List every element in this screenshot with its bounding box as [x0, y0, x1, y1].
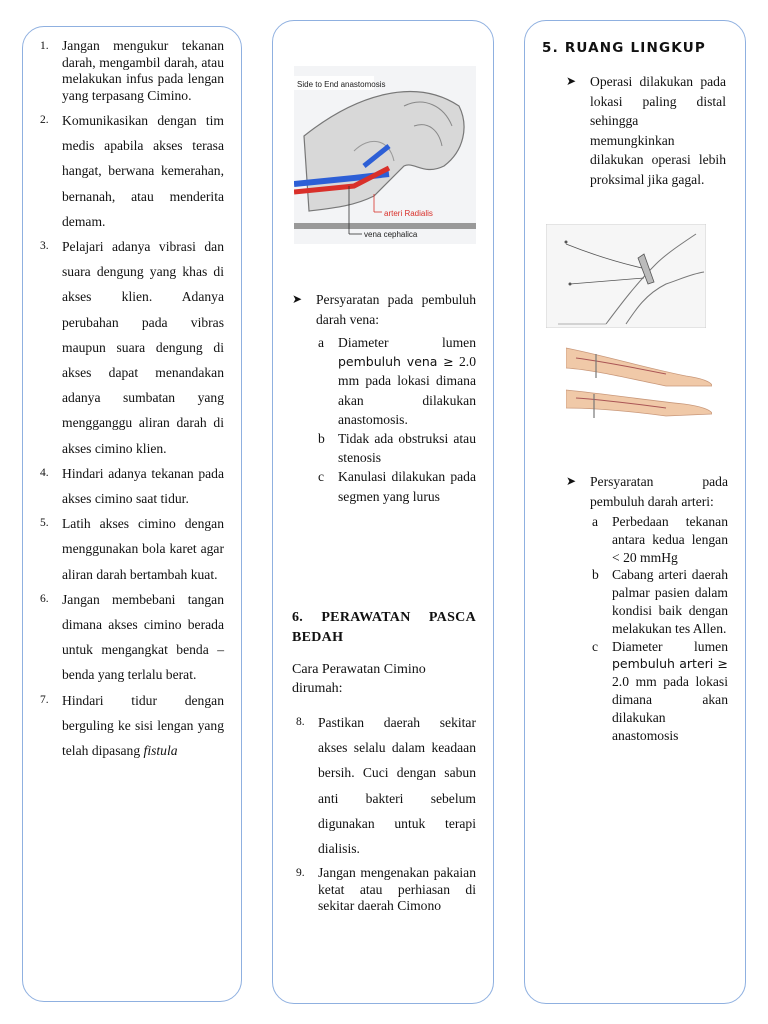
- list-item: 7. Hindari tidur dengan berguling ke sisi lengan yang telah dipasang fistula: [40, 692, 224, 759]
- section-6-heading: 6. PERAWATAN PASCA BEDAH: [292, 610, 476, 645]
- list-item: 9. Jangan mengenakan pakaian ketat atau perhiasan di sekitar daerah Cimono: [296, 865, 476, 914]
- list-item: 6. Jangan membebani tangan dimana akses cimino berada untuk mengangkat benda – benda yang terlalu berat.: [40, 591, 224, 683]
- artery-requirements-title: ➤ Persyaratan pada pembuluh darah arteri:: [566, 474, 728, 509]
- list-item: c Diameter lumen pembuluh arteri ≥ 2.0 mm pada lokasi dimana akan dilakukan anastomosis: [592, 638, 728, 743]
- anastomosis-illustration: [294, 66, 476, 244]
- figure-label-vein: vena cephalica: [364, 230, 418, 239]
- list-item: b Cabang arteri daerah palmar pasien dalam kondisi baik dengan melakukan tes Allen.: [592, 567, 728, 636]
- artery-requirements: [566, 472, 728, 744]
- list-item: 1. Jangan mengukur tekanan darah, mengambil darah, atau melakukan infus pada lengan yang terpasang Cimino.: [40, 38, 224, 103]
- section-5-heading: 5. RUANG LINGKUP: [542, 40, 706, 56]
- forearm-fistula-illustration: [566, 338, 712, 430]
- list-item: a Diameter lumen pembuluh vena ≥ 2.0 mm pada lokasi dimana akan dilakukan anastomosis.: [318, 335, 476, 427]
- list-item: 3. Pelajari adanya vibrasi dan suara dengung yang khas di akses klien. Adanya perubahan pada vibras maupun suara dengung di akses dapat menandakan adanya sumbatan yang mengganggu aliran darah di akses cimino klien.: [40, 239, 224, 456]
- home-care-list: [292, 710, 476, 915]
- figure-label-top: Side to End anastomosis: [297, 80, 386, 89]
- vein-requirements-title: ➤ Persyaratan pada pembuluh darah vena:: [292, 292, 476, 327]
- list-item: b Tidak ada obstruksi atau stenosis: [318, 431, 476, 466]
- arrow-bullet-icon: ➤: [292, 292, 303, 306]
- figure-label-artery: arteri Radialis: [384, 209, 433, 218]
- section-6-subtitle: Cara Perawatan Cimino dirumah:: [292, 662, 426, 696]
- list-item: c Kanulasi dilakukan pada segmen yang lurus: [318, 469, 476, 504]
- arrow-bullet-icon: ➤: [566, 74, 577, 88]
- list-item: 5. Latih akses cimino dengan menggunakan bola karet agar aliran darah bertambah kuat.: [40, 516, 224, 582]
- arrow-bullet-icon: ➤: [566, 474, 577, 488]
- care-instructions-list: [36, 38, 224, 763]
- list-item: 2. Komunikasikan dengan tim medis apabila akses terasa hangat, berwana kemerahan, bernanah, atau menderita demam.: [40, 113, 224, 229]
- list-item: 4. Hindari adanya tekanan pada akses cimino saat tidur.: [40, 465, 224, 507]
- wrist-fistula-diagram: [546, 224, 706, 328]
- list-item: a Perbedaan tekanan antara kedua lengan < 20 mmHg: [592, 514, 728, 565]
- vein-requirements: [292, 290, 476, 506]
- scope-text: ➤ Operasi dilakukan pada lokasi paling distal sehingga memungkinkan dilakukan operasi lebih proksimal jika gagal.: [566, 74, 726, 187]
- list-item: 8. Pastikan daerah sekitar akses selalu dalam keadaan bersih. Cuci dengan sabun anti bakteri sebelum digunakan untuk terapi dialisis.: [296, 715, 476, 857]
